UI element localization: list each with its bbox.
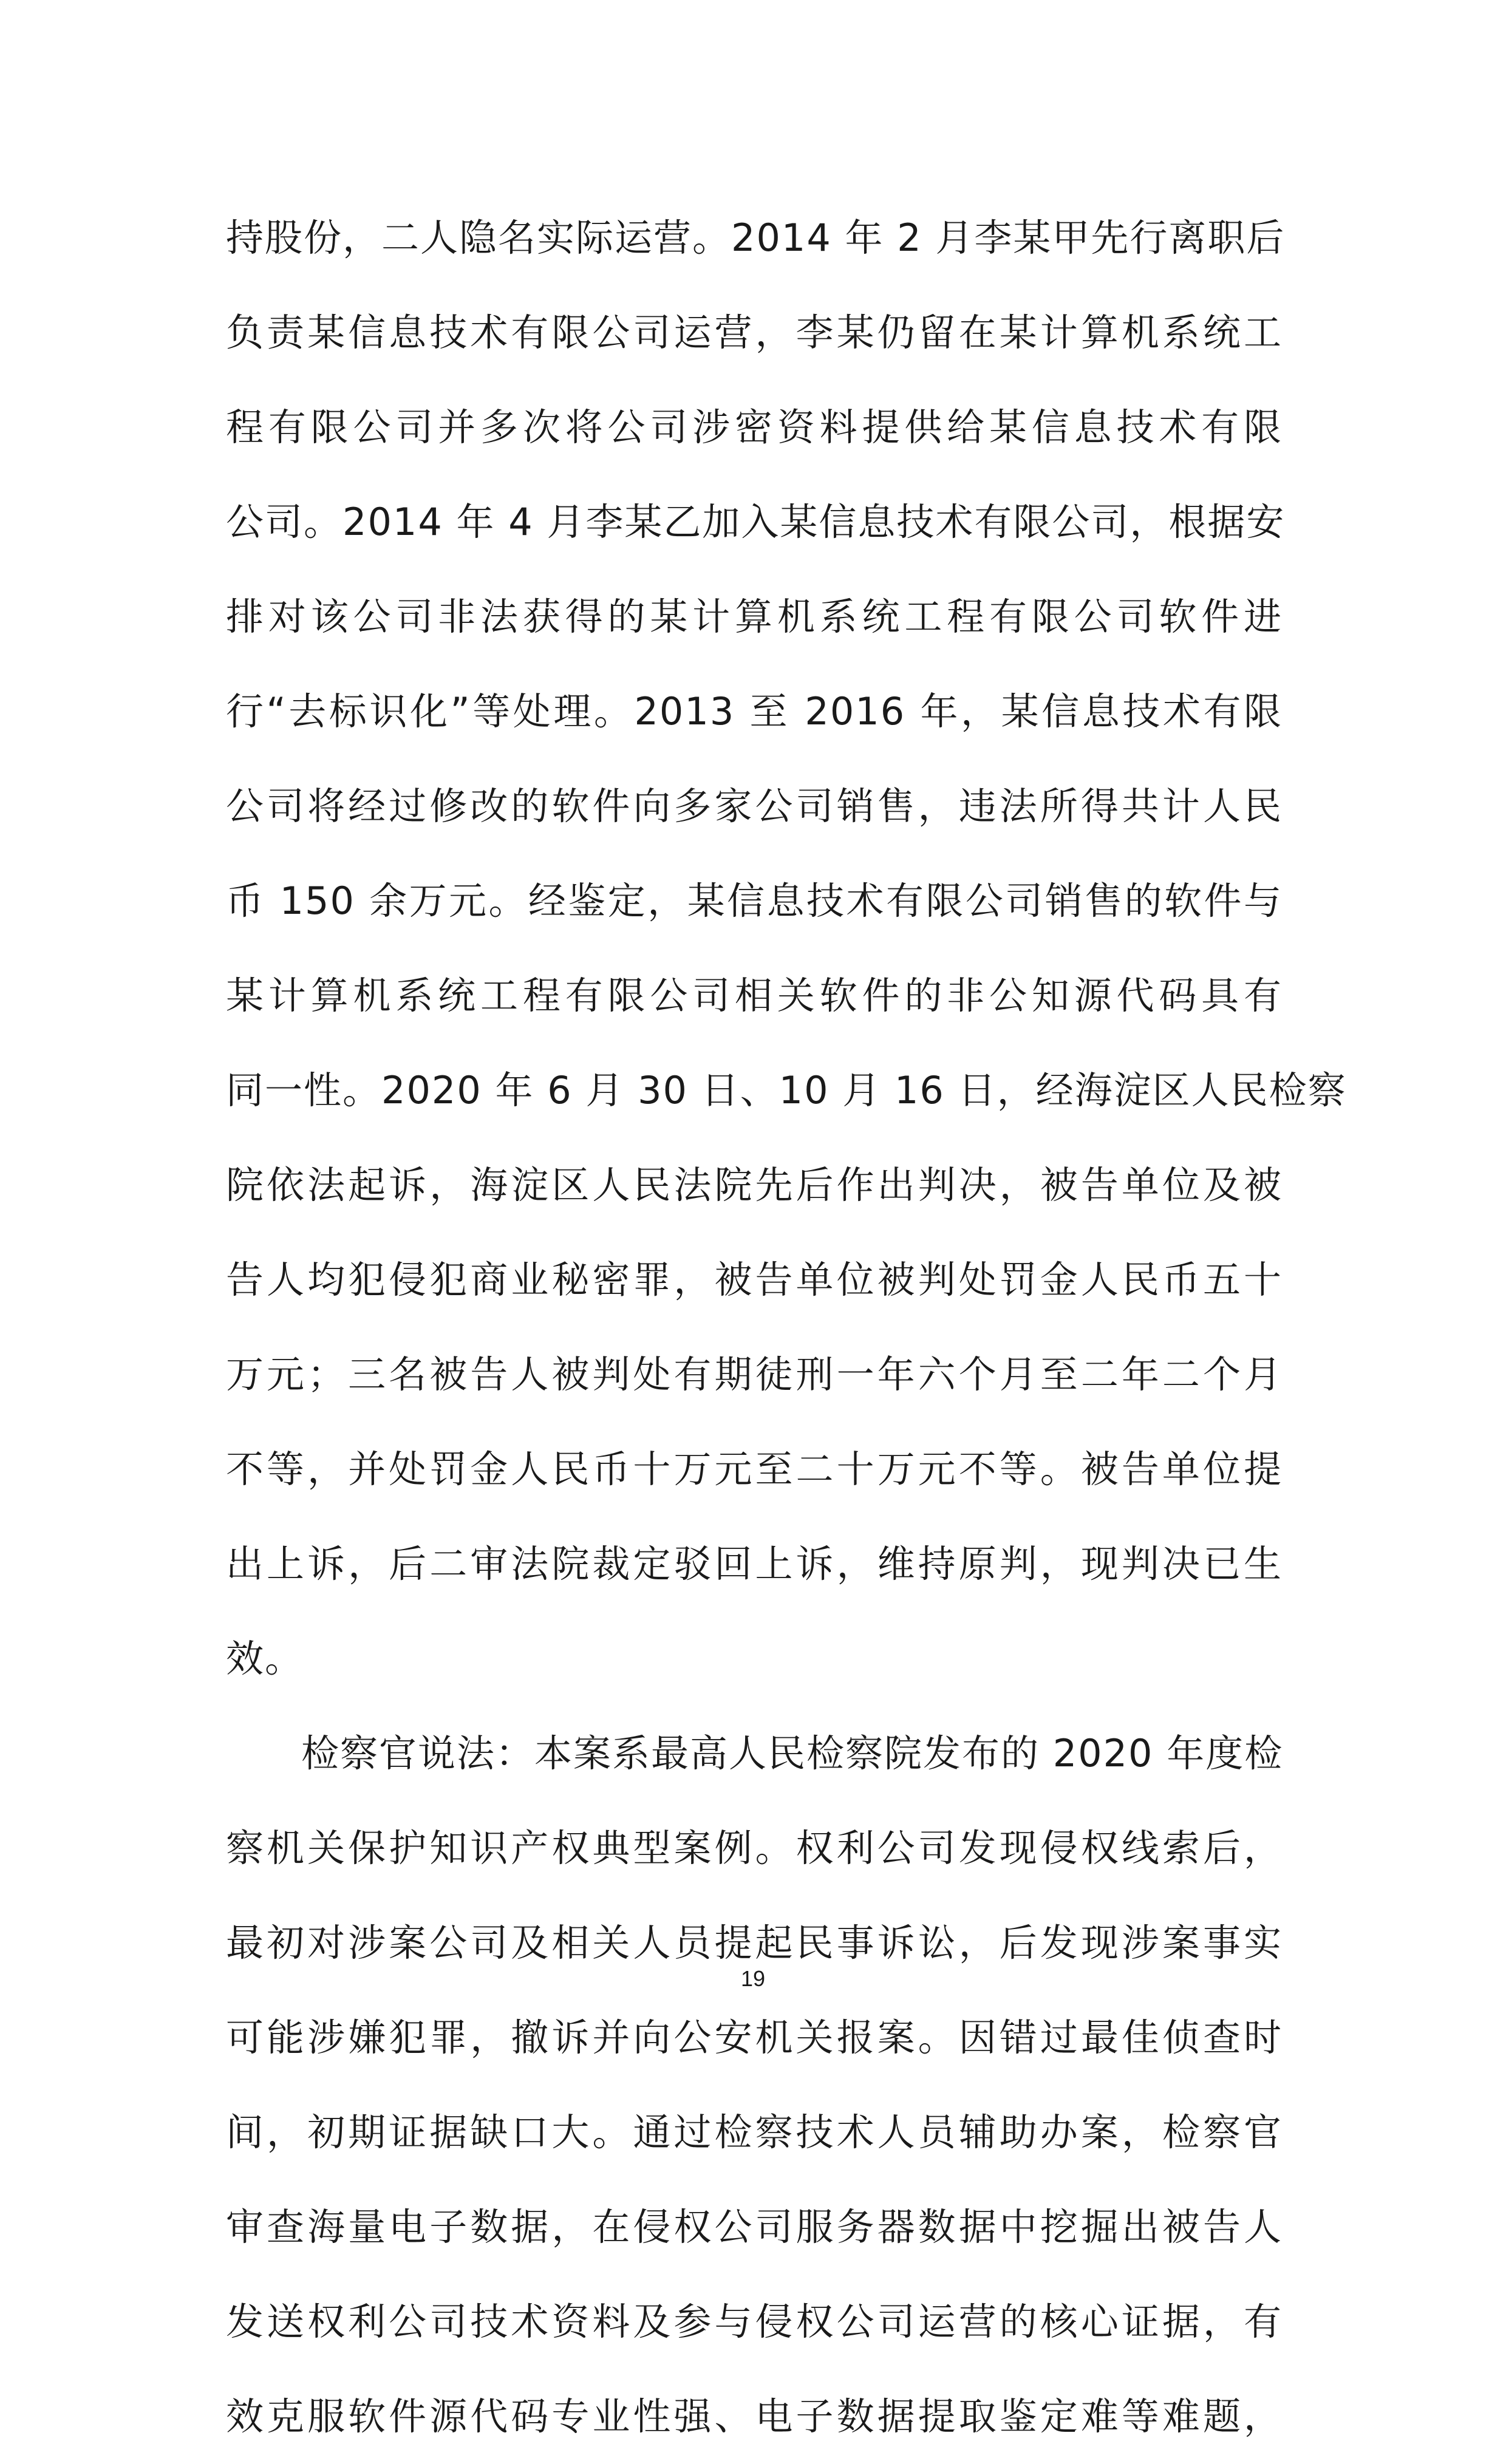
paragraph-1-line: 币 150 余万元。经鉴定，某信息技术有限公司销售的软件与: [226, 879, 1283, 923]
paragraph-2-line: 效克服软件源代码专业性强、电子数据提取鉴定难等难题，: [226, 2394, 1283, 2438]
paragraph-1-line: 出上诉，后二审法院裁定驳回上诉，维持原判，现判决已生: [226, 1542, 1283, 1586]
paragraph-1-line: 同一性。2020 年 6 月 30 日、10 月 16 日，经海淀区人民检察: [226, 1068, 1347, 1112]
paragraph-2-line: 可能涉嫌犯罪，撤诉并向公安机关报案。因错过最佳侦查时: [226, 2015, 1283, 2060]
paragraph-1-line: 持股份，二人隐名实际运营。2014 年 2 月李某甲先行离职后: [226, 216, 1286, 260]
paragraph-1-line: 告人均犯侵犯商业秘密罪，被告单位被判处罚金人民币五十: [226, 1258, 1283, 1302]
paragraph-1-line: 院依法起诉，海淀区人民法院先后作出判决，被告单位及被: [226, 1163, 1283, 1207]
body-text: [226, 191, 1347, 2464]
paragraph-2-line: 间，初期证据缺口大。通过检察技术人员辅助办案，检察官: [226, 2110, 1283, 2154]
paragraph-2-line: 最初对涉案公司及相关人员提起民事诉讼，后发现涉案事实: [226, 1921, 1283, 1965]
paragraph-1-line: 某计算机系统工程有限公司相关软件的非公知源代码具有: [226, 973, 1283, 1018]
paragraph-1-line: 不等，并处罚金人民币十万元至二十万元不等。被告单位提: [226, 1447, 1283, 1491]
paragraph-2-line: 察机关保护知识产权典型案例。权利公司发现侵权线索后，: [226, 1826, 1283, 1870]
page-number: 19: [740, 1966, 766, 1991]
paragraph-1-line: 行“去标识化”等处理。2013 至 2016 年，某信息技术有限: [226, 689, 1283, 733]
paragraph-1-line: 万元；三名被告人被判处有期徒刑一年六个月至二年二个月: [226, 1352, 1283, 1397]
paragraph-1-line: 效。: [226, 1636, 304, 1681]
paragraph-2-line: 审查海量电子数据，在侵权公司服务器数据中挖掘出被告人: [226, 2205, 1283, 2249]
paragraph-1-line: 程有限公司并多次将公司涉密资料提供给某信息技术有限: [226, 405, 1283, 449]
paragraph-2-line: 检察官说法：本案系最高人民检察院发布的 2020 年度检: [301, 1731, 1284, 1775]
paragraph-1-line: 公司将经过修改的软件向多家公司销售，违法所得共计人民: [226, 784, 1283, 828]
paragraph-1-line: 公司。2014 年 4 月李某乙加入某信息技术有限公司，根据安: [226, 500, 1286, 544]
paragraph-2-line: 发送权利公司技术资料及参与侵权公司运营的核心证据，有: [226, 2299, 1283, 2344]
paragraph-1-line: 负责某信息技术有限公司运营，李某仍留在某计算机系统工: [226, 310, 1283, 355]
paragraph-1-line: 排对该公司非法获得的某计算机系统工程有限公司软件进: [226, 594, 1283, 639]
